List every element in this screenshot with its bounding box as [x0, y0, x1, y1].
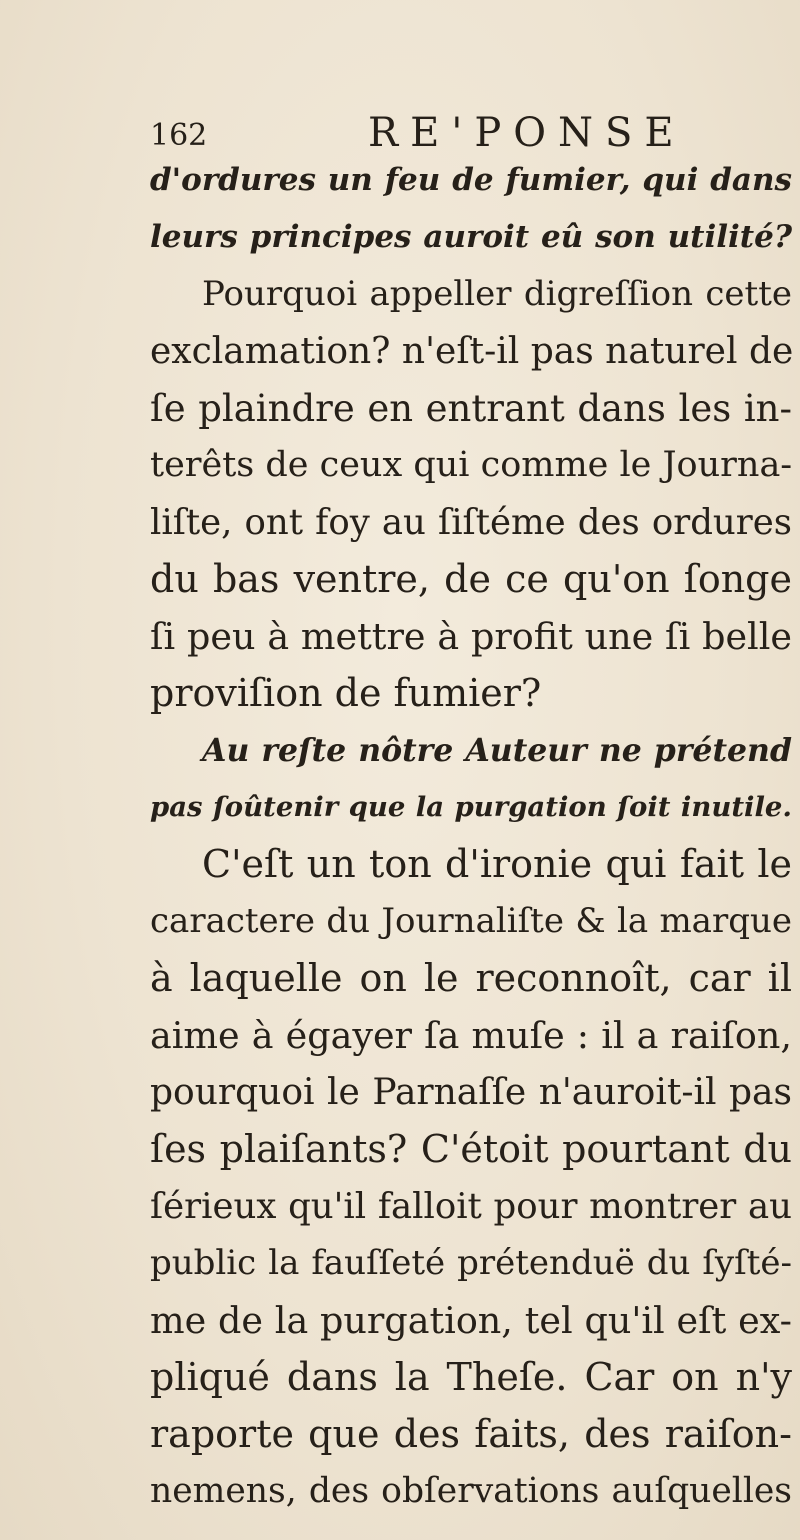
text-line: ſi peu à mettre à profit une ſi belle	[150, 615, 792, 658]
text-line: caractere du Journaliſte & la marque	[150, 901, 792, 941]
text-line: liſte, ont foy au ſiſtéme des ordures	[150, 502, 792, 543]
running-title: RE'PONSE	[368, 110, 686, 156]
text-line: exclamation? n'eſt-il pas naturel de	[150, 331, 794, 372]
text-line: raporte que des faits, des raiſon-	[150, 1412, 792, 1456]
text-line: ſérieux qu'il falloit pour montrer au	[150, 1186, 792, 1227]
text-line: aime à égayer ſa muſe : il a raiſon,	[150, 1014, 792, 1057]
text-line: public la fauſſeté prétenduë du ſyſté-	[150, 1243, 792, 1283]
text-line: terêts de ceux qui comme le Journa-	[150, 445, 793, 485]
text-line: d'ordures un feu de fumier, qui dans	[150, 162, 792, 198]
text-line: C'eſt un ton d'ironie qui fait le	[202, 842, 792, 886]
text-line: me de la purgation, tel qu'il eſt ex-	[150, 1299, 792, 1342]
text-line: Pourquoi appeller digreſſion cette	[202, 274, 792, 314]
text-line: proviſion de fumier?	[150, 671, 542, 715]
text-line: du bas ventre, de ce qu'on ſonge	[150, 557, 792, 601]
text-line: pourquoi le Parnaſſe n'auroit-il pas	[150, 1072, 792, 1113]
text-line: ſe plaindre en entrant dans les in-	[150, 387, 792, 430]
text-line: pas ſoûtenir que la purgation ſoit inutile.	[150, 791, 792, 823]
text-line: Au reſte nôtre Auteur ne prétend	[202, 732, 792, 769]
body-text	[150, 152, 792, 1520]
text-line: nemens, des obſervations auſquelles	[150, 1471, 792, 1511]
text-line: leurs principes auroit eû son utilité?	[150, 219, 792, 255]
text-line: ſes plaiſants? C'étoit pourtant du	[150, 1127, 792, 1171]
page-number: 162	[150, 118, 208, 153]
text-line: pliqué dans la Theſe. Car on n'y	[150, 1355, 792, 1399]
text-line: à laquelle on le reconnoît, car il	[150, 956, 792, 1000]
